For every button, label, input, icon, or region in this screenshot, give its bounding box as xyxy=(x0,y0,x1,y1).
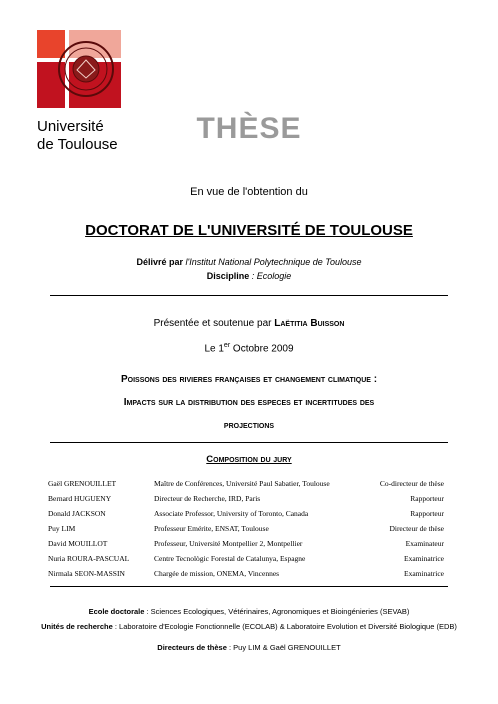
author-name: Laëtitia Buisson xyxy=(274,318,345,329)
unites-recherche xyxy=(40,621,458,632)
thesis-title-line-2: Impacts sur la distribution des especes et incertitudes des xyxy=(123,397,375,408)
divider-2 xyxy=(50,442,448,443)
jury-affiliation: Professeur Emérite, ENSAT, Toulouse xyxy=(154,524,269,533)
jury-affiliation: Associate Professor, University of Toronto, Canada xyxy=(154,509,309,518)
logo-squares xyxy=(33,26,125,116)
jury-name: Puy LIM xyxy=(48,524,76,533)
delivre-label: Délivré par xyxy=(136,257,183,267)
jury-row xyxy=(48,536,444,551)
unites-value: : Laboratoire d'Ecologie Fonctionnelle (ECOLAB) & Laboratoire Evolution et Diversité Biologique (EDB) xyxy=(112,622,457,631)
date-rest: Octobre 2009 xyxy=(230,343,294,355)
seal-icon xyxy=(57,40,115,98)
ecole-value: : Sciences Ecologiques, Vétérinaires, Agronomiques et Bioingénieries (SEVAB) xyxy=(144,607,410,616)
these-title: THÈSE xyxy=(196,112,302,145)
jury-row xyxy=(48,521,444,536)
logo-line-1: Université xyxy=(37,118,104,135)
jury-role: Rapporteur xyxy=(410,494,444,503)
date-sup: er xyxy=(223,342,231,349)
directeurs-value: : Puy LIM & Gaël GRENOUILLET xyxy=(226,643,341,652)
delivre-value: l'Institut National Polytechnique de Toulouse xyxy=(183,257,362,267)
thesis-title-line-3: projections xyxy=(223,420,275,431)
jury-role: Rapporteur xyxy=(410,509,444,518)
directeurs-these xyxy=(40,642,458,653)
ecole-label: Ecole doctorale xyxy=(88,607,145,616)
logo-line-2: de Toulouse xyxy=(37,136,118,153)
divider-1 xyxy=(50,295,448,296)
ecole-doctorale xyxy=(40,606,458,617)
presentee-text: Présentée et soutenue par xyxy=(153,318,275,329)
jury-affiliation: Directeur de Recherche, IRD, Paris xyxy=(154,494,261,503)
jury-row xyxy=(48,476,444,491)
jury-name: Bernard HUGUENY xyxy=(48,494,112,503)
jury-heading: Composition du jury xyxy=(206,454,292,465)
jury-affiliation: Maître de Conférences, Université Paul Sabatier, Toulouse xyxy=(154,479,330,488)
defense-date xyxy=(0,342,498,354)
thesis-title xyxy=(60,368,438,437)
directeurs-label: Directeurs de thèse xyxy=(157,643,227,652)
date-prefix: Le 1 xyxy=(204,343,224,355)
jury-row xyxy=(48,506,444,521)
doctorat-heading: DOCTORAT DE L'UNIVERSITÉ DE TOULOUSE xyxy=(85,222,413,239)
jury-affiliation: Chargée de mission, ONEMA, Vincennes xyxy=(154,569,280,578)
obtention-text: En vue de l'obtention du xyxy=(190,186,308,198)
jury-row xyxy=(48,566,444,581)
divider-3 xyxy=(50,586,448,587)
discipline-label: Discipline xyxy=(206,271,250,281)
delivre-line xyxy=(0,257,498,267)
jury-table xyxy=(48,476,444,581)
thesis-title-line-1: Poissons des rivieres françaises et changement climatique : xyxy=(120,374,378,385)
jury-row xyxy=(48,551,444,566)
jury-affiliation: Professeur, Université Montpellier 2, Montpellier xyxy=(154,539,303,548)
unites-label: Unités de recherche xyxy=(41,622,113,631)
jury-role: Examinateur xyxy=(405,539,444,548)
jury-name: David MOUILLOT xyxy=(48,539,108,548)
jury-affiliation: Centre Tecnològic Forestal de Catalunya, Espagne xyxy=(154,554,306,563)
jury-name: Nuria ROURA-PASCUAL xyxy=(48,554,130,563)
jury-name: Nirmala SEON-MASSIN xyxy=(48,569,125,578)
jury-role: Examinatrice xyxy=(404,569,444,578)
jury-role: Co-directeur de thèse xyxy=(379,479,444,488)
discipline-value: : Ecologie xyxy=(249,271,292,281)
jury-role: Examinatrice xyxy=(404,554,444,563)
jury-row xyxy=(48,491,444,506)
jury-name: Donald JACKSON xyxy=(48,509,106,518)
jury-name: Gaël GRENOUILLET xyxy=(48,479,117,488)
discipline-line xyxy=(0,271,498,281)
presentee-line xyxy=(0,318,498,329)
jury-role: Directeur de thèse xyxy=(389,524,444,533)
